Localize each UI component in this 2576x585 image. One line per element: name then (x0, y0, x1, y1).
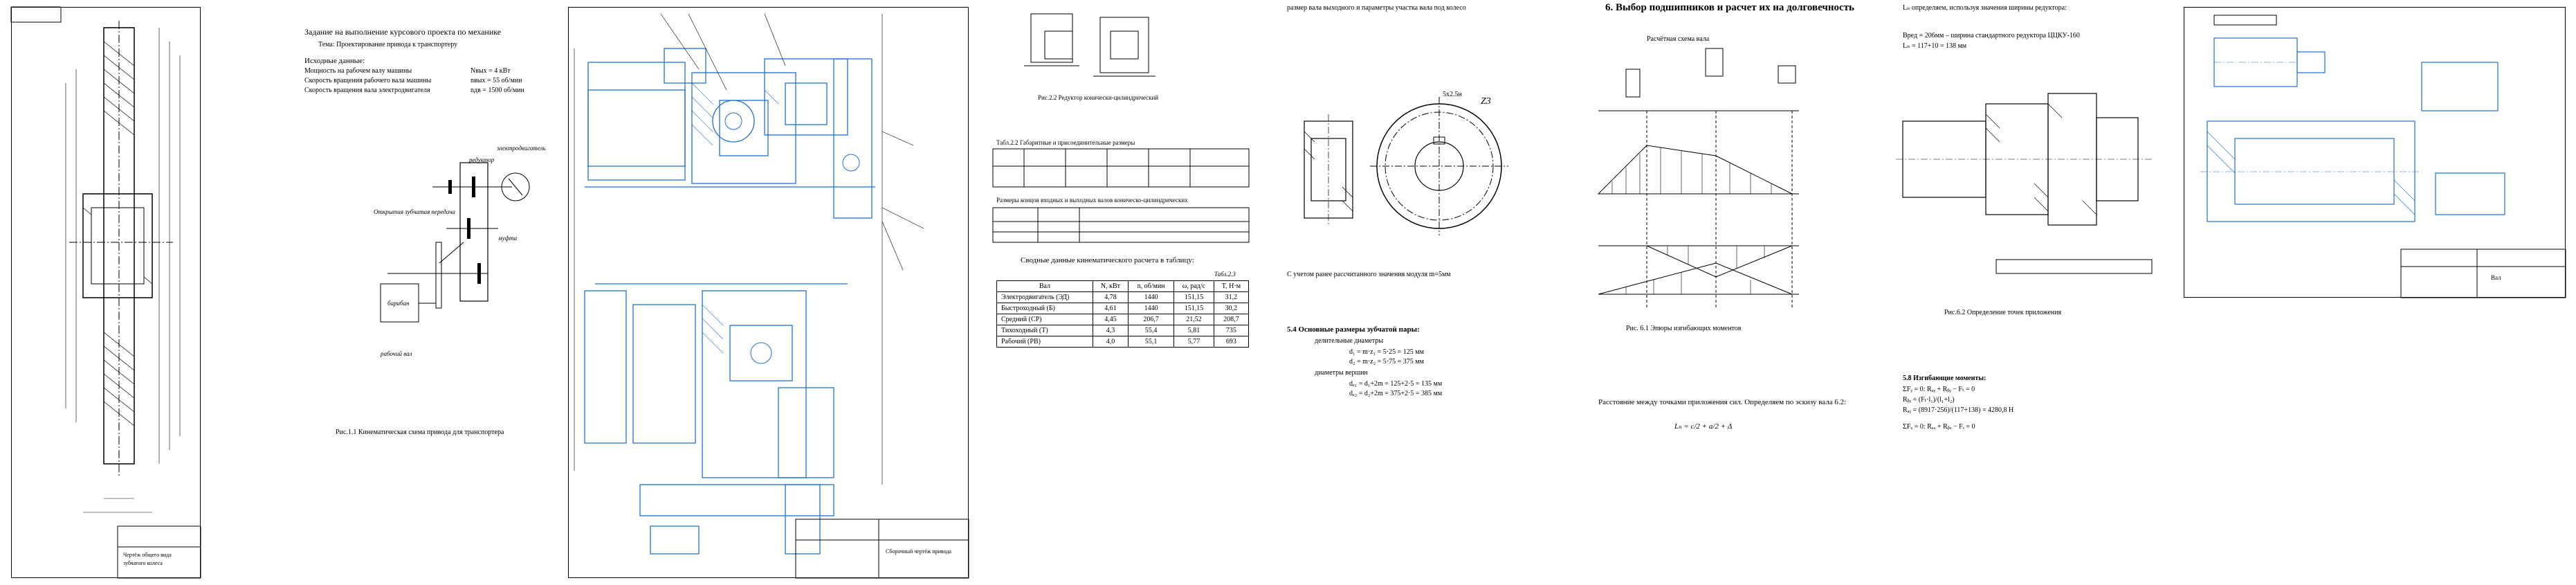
table-cell: 4,0 (1093, 336, 1128, 348)
table-cell: 31,2 (1214, 292, 1248, 303)
column-header: N, кВт (1093, 281, 1128, 292)
section-title: 5.4 Основные размеры зубчатой пары: (1287, 325, 1420, 334)
sheet-gear-wheel (0, 0, 208, 585)
section-title: 6. Выбор подшипников и расчет их на долговечность (1605, 2, 1854, 13)
dimension-label: 5x2.5н (1443, 91, 1462, 98)
shaft-drawing (2173, 0, 2573, 305)
table-row (997, 314, 1249, 325)
table-cell: 21,52 (1174, 314, 1214, 325)
formula-line: делительные диаметры (1315, 337, 1384, 345)
shaft-sketch (1889, 0, 2166, 585)
figure-caption: Рис.1.1 Кинематическая схема привода для транспортера (336, 429, 504, 436)
table-row (997, 303, 1249, 314)
column-header: Вал (997, 281, 1093, 292)
intro-text: размер вала выходного и параметры участка вала под колесо (1287, 4, 1466, 12)
figure-caption: Рис. 6.1 Эпюры изгибающих моментов (1626, 325, 1742, 332)
given-value: nвых = 55 об/мин (471, 77, 522, 84)
table-cell: Тихоходный (Т) (997, 325, 1093, 336)
summary-title: Сводные данные кинематического расчета в таблицу: (1021, 256, 1194, 264)
formula-line: d₂ = m·z₂ = 5·75 = 375 мм (1349, 358, 1424, 366)
label-drum: барабан (387, 300, 410, 307)
gear-geometry-drawing (1273, 0, 1571, 585)
table-cell: 1440 (1129, 292, 1174, 303)
table-cell: 4,61 (1093, 303, 1128, 314)
table-label: Табл.2.3 (1214, 271, 1236, 278)
given-label: Скорость вращения вала электродвигателя (304, 87, 430, 94)
table-cell: 5,77 (1174, 336, 1214, 348)
label-open-gear: Открытая зубчатая передача (374, 208, 456, 215)
stamp-title-line2: зубчатого колеса (123, 560, 163, 566)
formula-line: ΣFₓ = 0: Rₐₓ + Rᵦₓ − Fᵣ = 0 (1903, 423, 1975, 431)
stamp-title: Сборочный чертёж привода (886, 548, 951, 555)
table-cell: 1440 (1129, 303, 1174, 314)
page-subtitle: Тема: Проектирование привода к транспортеру (318, 41, 458, 48)
section-subtitle: Расчётная схема вала (1647, 35, 1710, 43)
table-cell: Средний (СР) (997, 314, 1093, 325)
table-cell: Рабочий (РВ) (997, 336, 1093, 348)
text-line: Bред = 206мм – ширина стандартного редуктора ЦЦКУ-160 (1903, 32, 2080, 39)
column-header: ω, рад/с (1174, 281, 1214, 292)
sheet-reducer-table (983, 0, 1259, 585)
section-title: 5.8 Изгибающие моменты: (1903, 375, 1986, 382)
kinematics-table (996, 280, 1249, 348)
formula-line: ΣFᵧ = 0: Rₐᵧ + Rᵦᵧ − Fₜ = 0 (1903, 386, 1975, 393)
figure-caption: Рис.6.2 Определение точек приложения (1944, 309, 2062, 316)
sheet-shaft-drawing (2173, 0, 2573, 305)
column-header: T, Н·м (1214, 281, 1248, 292)
gear-label: Z3 (1481, 96, 1491, 107)
formula: Lₙ = c/2 + a/2 + Δ (1674, 422, 1733, 431)
label-shaft: рабочий вал (381, 350, 412, 357)
table-cell: 4,45 (1093, 314, 1128, 325)
column-header: n, об/мин (1129, 281, 1174, 292)
sheet-shaft-sketch (1889, 0, 2166, 585)
assembly-drawing (557, 0, 976, 585)
table-cell: 30,2 (1214, 303, 1248, 314)
table-title: Табл.2.2 Габаритные и присоединительные размеры (996, 139, 1135, 146)
label-motor: электродвигатель (497, 145, 546, 152)
table-row (997, 292, 1249, 303)
table-cell: Быстроходный (Б) (997, 303, 1093, 314)
table-cell: 4,78 (1093, 292, 1128, 303)
kinematic-scheme (277, 0, 547, 585)
body-text: Расстояние между точками приложения сил. Определяем по эскизу вала 6.2: (1598, 398, 1847, 406)
table-cell: 735 (1214, 325, 1248, 336)
table-cell: 208,7 (1214, 314, 1248, 325)
gear-wheel-drawing (0, 0, 208, 585)
text-line: Lₙ определяем, используя значения ширины редуктора: (1903, 4, 2067, 12)
table-cell: 693 (1214, 336, 1248, 348)
table-cell: 55,4 (1129, 325, 1174, 336)
sheet-bearings (1584, 0, 1868, 585)
table-cell: 151,15 (1174, 303, 1214, 314)
formula-line: dₐ₂ = d₂+2m = 375+2·5 = 385 мм (1349, 390, 1443, 397)
table-cell: 55,1 (1129, 336, 1174, 348)
formula-line: Rₐᵧ = (8917·256)/(117+138) = 4280,8 Н (1903, 406, 2014, 414)
table-row (997, 325, 1249, 336)
formula-line: d₁ = m·z₁ = 5·25 = 125 мм (1349, 348, 1424, 356)
table-cell: 206,7 (1129, 314, 1174, 325)
given-header: Исходные данные: (304, 57, 365, 65)
note-text: С учетом ранее рассчитанного значения модуля m=5мм (1287, 271, 1451, 278)
table-cell: 4,3 (1093, 325, 1128, 336)
label-coupling: муфта (498, 235, 518, 242)
formula-line: Rᵦᵧ = (Fₜ·l₁)/(l₁+l₂) (1903, 396, 1955, 404)
formula-line: dₐ₁ = d₁+2m = 125+2·5 = 135 мм (1349, 380, 1443, 388)
table-cell: 151,15 (1174, 292, 1214, 303)
text-line: Lₙ = 117+10 = 138 мм (1903, 42, 1967, 50)
table-cell: 5,81 (1174, 325, 1214, 336)
figure-caption: Рис.2.2 Редуктор конически-цилиндрический (1038, 94, 1159, 101)
formula-line: диаметры вершин (1315, 369, 1368, 377)
given-label: Скорость вращения рабочего вала машины (304, 77, 432, 84)
page-title: Задание на выполнение курсового проекта по механике (304, 27, 502, 37)
stamp-title-line1: Чертёж общего вида (123, 552, 172, 558)
table-header-row (997, 281, 1249, 292)
given-label: Мощность на рабочем валу машины (304, 67, 412, 75)
table-cell: Электродвигатель (ЭД) (997, 292, 1093, 303)
sheet-assembly (557, 0, 976, 585)
label-reducer: редуктор (469, 156, 495, 163)
given-value: Nвых = 4 кВт (471, 67, 511, 75)
table-title: Размеры концов входных и выходных валов коническо-цилиндрических (996, 197, 1188, 204)
moment-diagrams (1584, 0, 1868, 585)
sheet-gear-geometry (1273, 0, 1571, 585)
table-row (997, 336, 1249, 348)
stamp-title: Вал (2491, 274, 2501, 281)
sheet-task (277, 0, 547, 585)
given-value: nдв = 1500 об/мин (471, 87, 524, 94)
